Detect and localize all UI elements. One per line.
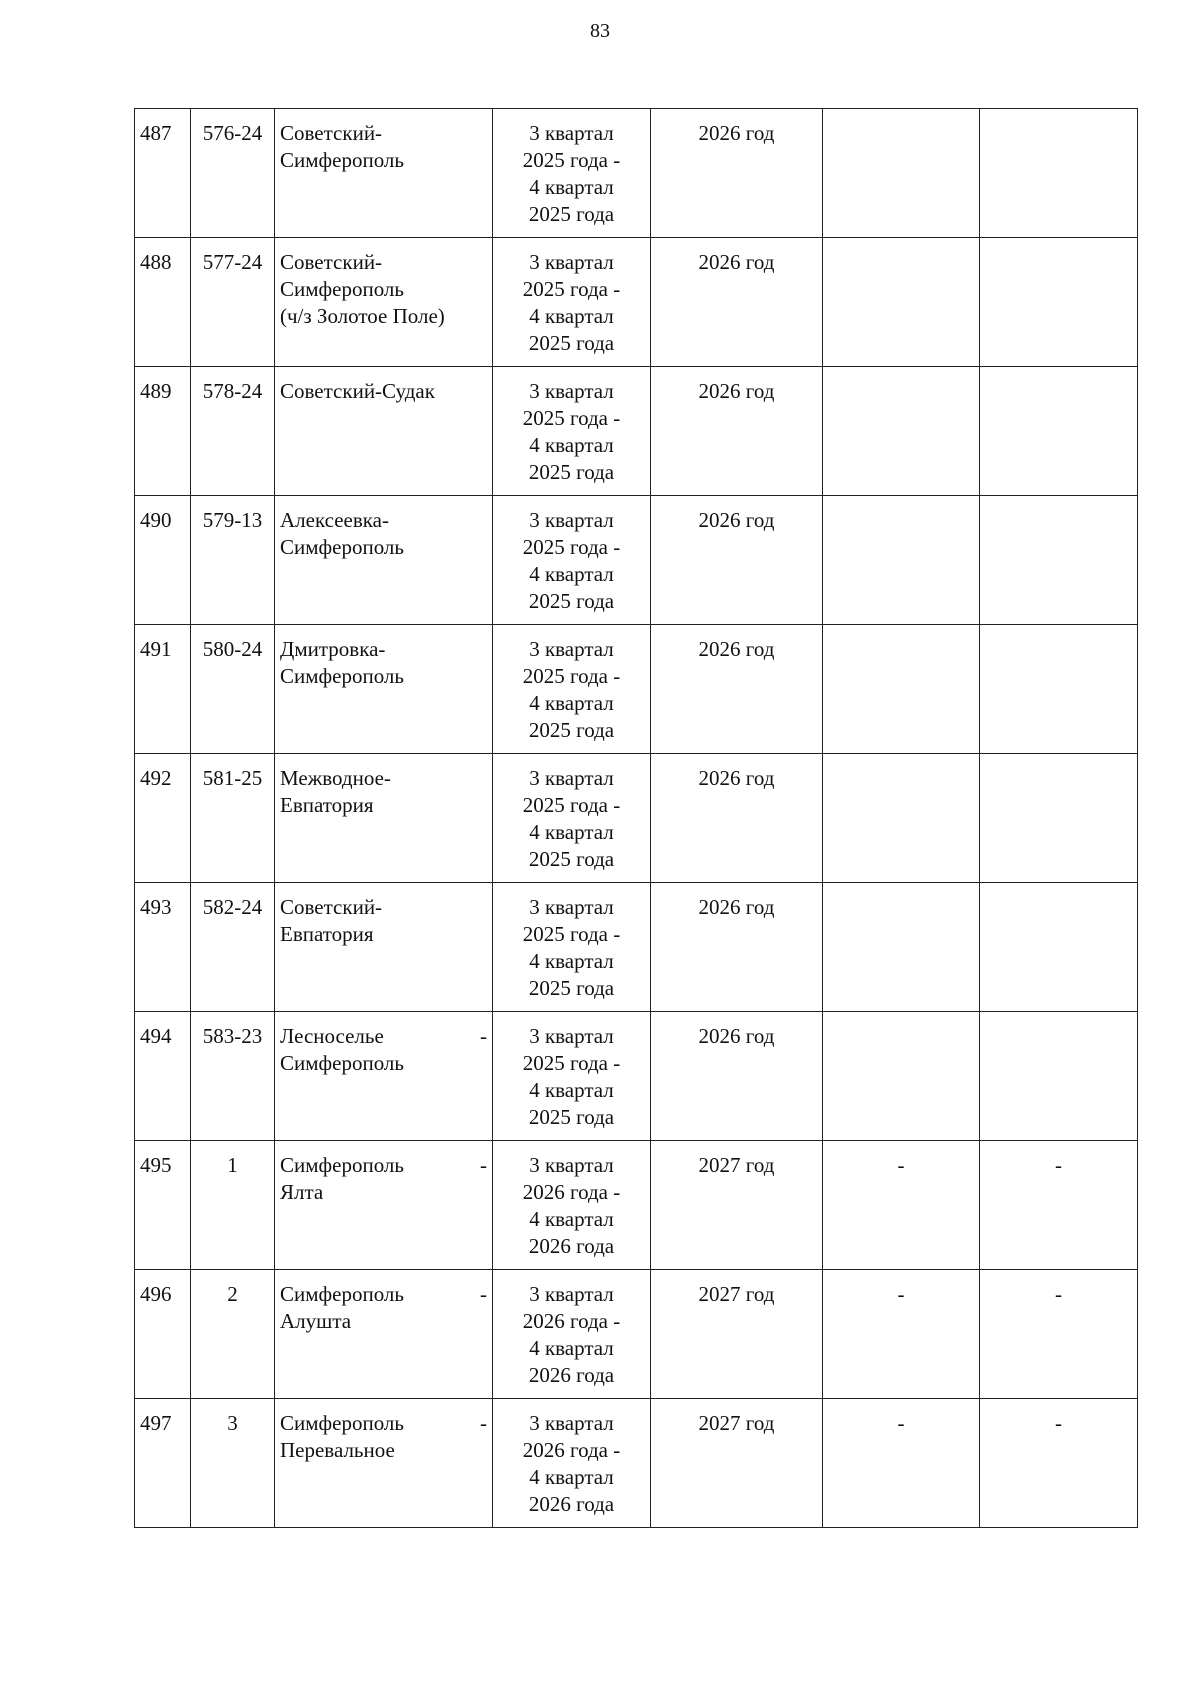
period-line: 2026 года -	[522, 1180, 621, 1204]
period-cell	[493, 754, 651, 883]
route-name-text: Симферополь	[280, 1282, 404, 1306]
route-name-text: Симферополь	[280, 1051, 404, 1075]
period-line: 2025 года -	[522, 793, 621, 817]
route-name-line	[280, 921, 487, 948]
column-6-cell: -	[823, 1399, 980, 1528]
period-cell	[493, 496, 651, 625]
route-name-cell	[275, 1399, 493, 1528]
column-7-cell	[980, 367, 1138, 496]
column-7-cell	[980, 883, 1138, 1012]
route-name-cell	[275, 496, 493, 625]
column-6-cell	[823, 1012, 980, 1141]
route-code-cell: 2	[191, 1270, 275, 1399]
row-number-cell: 492	[135, 754, 191, 883]
period-line: 4 квартал	[529, 1207, 614, 1231]
route-name-text: Симферополь	[280, 1153, 404, 1177]
period-line: 2026 года	[528, 1363, 615, 1387]
route-name-cell	[275, 109, 493, 238]
route-name-text: Советский-Судак	[280, 379, 435, 403]
route-dash: -	[480, 1153, 487, 1177]
period-cell	[493, 109, 651, 238]
period-line: 2025 года -	[522, 148, 621, 172]
route-name-line	[280, 765, 487, 792]
period-line: 3 квартал	[529, 508, 614, 532]
row-number-cell: 490	[135, 496, 191, 625]
period-line: 4 квартал	[529, 304, 614, 328]
row-number-cell: 491	[135, 625, 191, 754]
route-name-text: Алушта	[280, 1309, 352, 1333]
route-code-cell: 583-23	[191, 1012, 275, 1141]
period-cell	[493, 625, 651, 754]
table-body	[135, 109, 1138, 1528]
period-line: 4 квартал	[529, 1465, 614, 1489]
period-line: 4 квартал	[529, 1078, 614, 1102]
table-row	[135, 883, 1138, 1012]
column-6-cell: -	[823, 1270, 980, 1399]
year-cell: 2026 год	[651, 367, 823, 496]
row-number-cell: 494	[135, 1012, 191, 1141]
route-name-cell	[275, 625, 493, 754]
route-name-line	[280, 1023, 487, 1050]
row-number-cell: 496	[135, 1270, 191, 1399]
period-line: 4 квартал	[529, 691, 614, 715]
table-row	[135, 1270, 1138, 1399]
period-line: 4 квартал	[529, 1336, 614, 1360]
route-name-cell	[275, 754, 493, 883]
column-6-cell	[823, 883, 980, 1012]
year-cell: 2027 год	[651, 1270, 823, 1399]
route-name-text: Симферополь	[280, 1411, 404, 1435]
route-name-text: Симферополь	[280, 664, 404, 688]
route-name-line	[280, 894, 487, 921]
year-cell: 2026 год	[651, 238, 823, 367]
routes-table	[134, 108, 1138, 1528]
column-7-cell	[980, 625, 1138, 754]
route-name-text: Советский-	[280, 121, 383, 145]
route-code-cell: 3	[191, 1399, 275, 1528]
route-name-text: Ялта	[280, 1180, 324, 1204]
year-cell: 2026 год	[651, 496, 823, 625]
route-name-text: Евпатория	[280, 793, 374, 817]
route-name-line	[280, 1050, 487, 1077]
route-name-cell	[275, 1141, 493, 1270]
period-line: 2025 года	[528, 718, 615, 742]
route-dash: -	[480, 1024, 487, 1048]
route-name-text: Дмитровка-	[280, 637, 386, 661]
period-line: 3 квартал	[529, 1153, 614, 1177]
period-line: 2025 года	[528, 202, 615, 226]
column-7-cell	[980, 109, 1138, 238]
table-row	[135, 1012, 1138, 1141]
route-name-line	[280, 663, 487, 690]
table-row	[135, 754, 1138, 883]
route-name-cell	[275, 1270, 493, 1399]
column-7-cell: -	[980, 1399, 1138, 1528]
route-name-line	[280, 303, 487, 330]
period-line: 3 квартал	[529, 1282, 614, 1306]
period-line: 2025 года	[528, 331, 615, 355]
period-line: 3 квартал	[529, 121, 614, 145]
column-7-cell: -	[980, 1270, 1138, 1399]
route-name-cell	[275, 1012, 493, 1141]
period-cell	[493, 883, 651, 1012]
route-name-line	[280, 636, 487, 663]
period-line: 2026 года -	[522, 1309, 621, 1333]
table-row	[135, 109, 1138, 238]
route-name-text: Алексеевка-	[280, 508, 389, 532]
year-cell: 2026 год	[651, 1012, 823, 1141]
period-cell	[493, 1270, 651, 1399]
column-6-cell	[823, 754, 980, 883]
column-7-cell	[980, 238, 1138, 367]
period-line: 3 квартал	[529, 250, 614, 274]
year-cell: 2027 год	[651, 1141, 823, 1270]
period-line: 2026 года	[528, 1492, 615, 1516]
period-line: 2025 года	[528, 589, 615, 613]
period-line: 2025 года -	[522, 406, 621, 430]
route-name-text: Лесноселье	[280, 1024, 384, 1048]
row-number-cell: 493	[135, 883, 191, 1012]
route-name-text: Советский-	[280, 895, 383, 919]
table-row	[135, 1141, 1138, 1270]
year-cell: 2026 год	[651, 754, 823, 883]
route-name-line	[280, 147, 487, 174]
column-6-cell: -	[823, 1141, 980, 1270]
route-name-line	[280, 1152, 487, 1179]
route-code-cell: 582-24	[191, 883, 275, 1012]
period-line: 3 квартал	[529, 895, 614, 919]
page-number: 83	[590, 20, 610, 42]
table-row	[135, 625, 1138, 754]
route-code-cell: 581-25	[191, 754, 275, 883]
route-name-line	[280, 1308, 487, 1335]
table-row	[135, 1399, 1138, 1528]
column-6-cell	[823, 367, 980, 496]
column-6-cell	[823, 238, 980, 367]
period-line: 2025 года -	[522, 1051, 621, 1075]
period-line: 3 квартал	[529, 637, 614, 661]
period-line: 4 квартал	[529, 433, 614, 457]
column-7-cell: -	[980, 1141, 1138, 1270]
route-name-text: Перевальное	[280, 1438, 395, 1462]
route-dash: -	[480, 1282, 487, 1306]
period-line: 2026 года -	[522, 1438, 621, 1462]
route-name-cell	[275, 883, 493, 1012]
period-line: 3 квартал	[529, 379, 614, 403]
year-cell: 2026 год	[651, 883, 823, 1012]
year-cell: 2027 год	[651, 1399, 823, 1528]
route-code-cell: 578-24	[191, 367, 275, 496]
column-6-cell	[823, 109, 980, 238]
route-code-cell: 576-24	[191, 109, 275, 238]
column-7-cell	[980, 1012, 1138, 1141]
route-name-cell	[275, 238, 493, 367]
row-number-cell: 488	[135, 238, 191, 367]
row-number-cell: 487	[135, 109, 191, 238]
route-name-text: Советский-	[280, 250, 383, 274]
period-line: 3 квартал	[529, 1411, 614, 1435]
row-number-cell: 495	[135, 1141, 191, 1270]
period-line: 2025 года	[528, 460, 615, 484]
route-name-text: (ч/з Золотое Поле)	[280, 304, 445, 328]
route-name-line	[280, 534, 487, 561]
route-code-cell: 579-13	[191, 496, 275, 625]
period-line: 4 квартал	[529, 949, 614, 973]
route-name-line	[280, 120, 487, 147]
route-name-line	[280, 792, 487, 819]
route-name-text: Симферополь	[280, 277, 404, 301]
column-6-cell	[823, 496, 980, 625]
row-number-cell: 489	[135, 367, 191, 496]
column-7-cell	[980, 754, 1138, 883]
route-name-text: Евпатория	[280, 922, 374, 946]
column-6-cell	[823, 625, 980, 754]
route-code-cell: 1	[191, 1141, 275, 1270]
period-line: 2025 года -	[522, 922, 621, 946]
period-cell	[493, 238, 651, 367]
period-line: 4 квартал	[529, 175, 614, 199]
row-number-cell: 497	[135, 1399, 191, 1528]
period-line: 2026 года	[528, 1234, 615, 1258]
table-row	[135, 238, 1138, 367]
route-name-text: Межводное-	[280, 766, 391, 790]
period-line: 3 квартал	[529, 766, 614, 790]
route-code-cell: 580-24	[191, 625, 275, 754]
table-row	[135, 367, 1138, 496]
route-name-line	[280, 1410, 487, 1437]
table-row	[135, 496, 1138, 625]
period-cell	[493, 1012, 651, 1141]
route-code-cell: 577-24	[191, 238, 275, 367]
route-name-text: Симферополь	[280, 535, 404, 559]
period-line: 2025 года	[528, 976, 615, 1000]
route-name-line	[280, 276, 487, 303]
period-line: 3 квартал	[529, 1024, 614, 1048]
period-cell	[493, 1399, 651, 1528]
period-line: 2025 года -	[522, 535, 621, 559]
route-name-line	[280, 1179, 487, 1206]
year-cell: 2026 год	[651, 109, 823, 238]
period-line: 2025 года -	[522, 277, 621, 301]
period-cell	[493, 367, 651, 496]
route-name-cell	[275, 367, 493, 496]
period-line: 2025 года -	[522, 664, 621, 688]
route-name-line	[280, 1437, 487, 1464]
period-cell	[493, 1141, 651, 1270]
column-7-cell	[980, 496, 1138, 625]
route-name-line	[280, 507, 487, 534]
period-line: 4 квартал	[529, 562, 614, 586]
route-name-line	[280, 249, 487, 276]
period-line: 4 квартал	[529, 820, 614, 844]
route-name-line	[280, 378, 487, 405]
period-line: 2025 года	[528, 847, 615, 871]
route-name-text: Симферополь	[280, 148, 404, 172]
route-name-line	[280, 1281, 487, 1308]
year-cell: 2026 год	[651, 625, 823, 754]
route-dash: -	[480, 1411, 487, 1435]
period-line: 2025 года	[528, 1105, 615, 1129]
